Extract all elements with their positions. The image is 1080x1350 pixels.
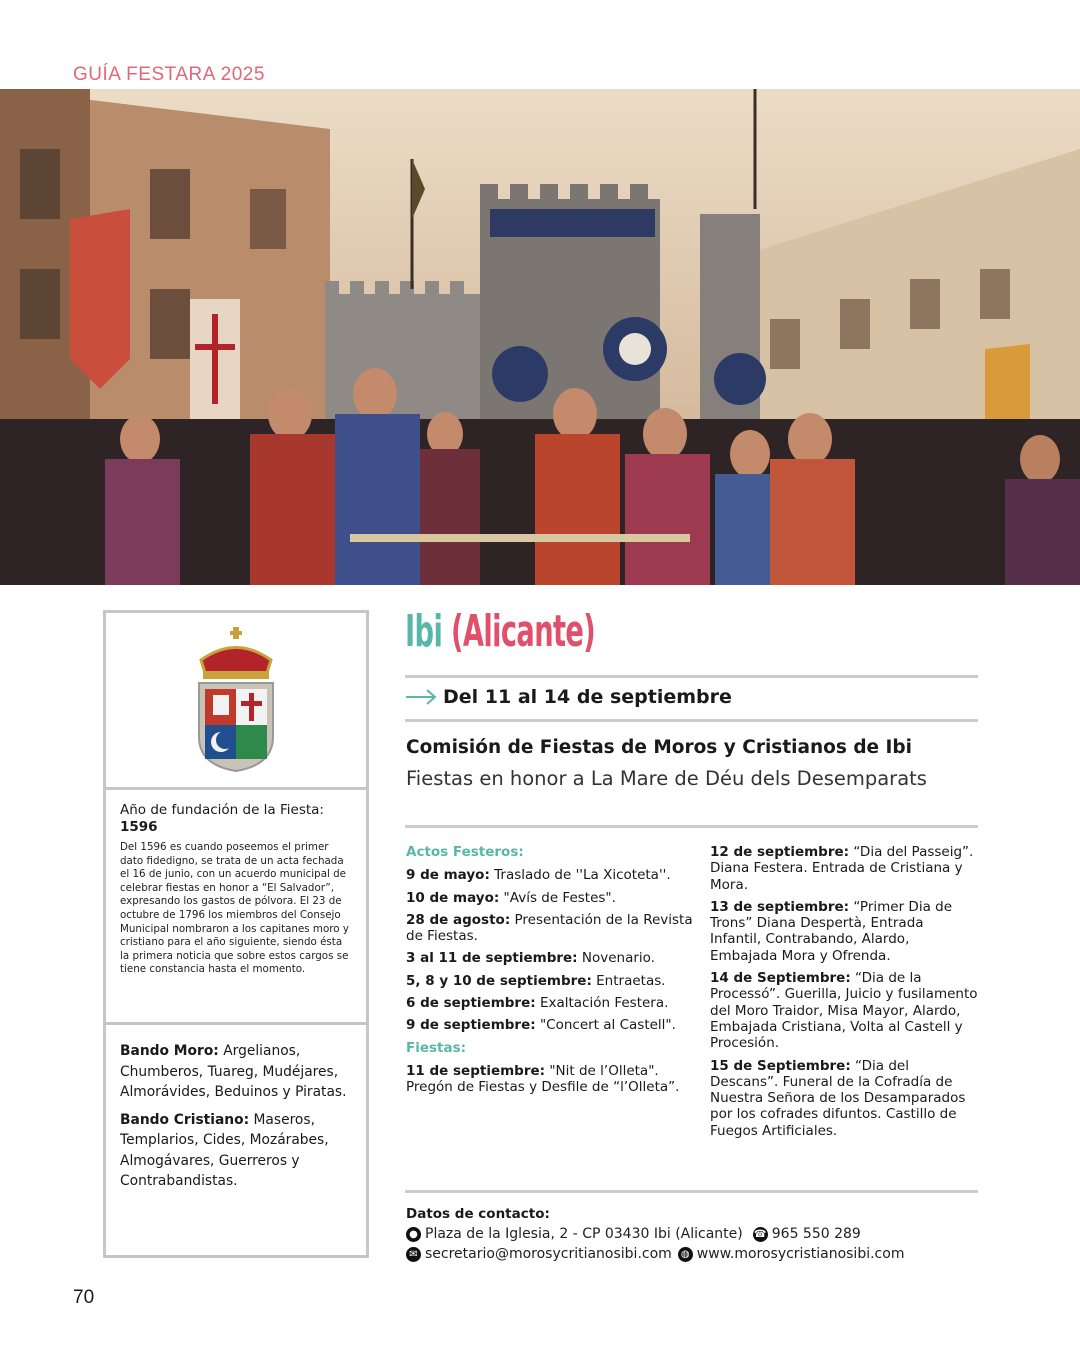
act-date: 28 de agosto: [406,911,511,928]
sidebar-box [103,610,369,1258]
contact-title: Datos de contacto: [406,1206,550,1222]
fiestas-label: Fiestas: [406,1039,467,1056]
bando-moro-label: Bando Moro: [120,1043,219,1059]
crest-area [106,613,366,790]
contact-address: Plaza de la Iglesia, 2 - CP 03430 Ibi (Alicante) [425,1226,743,1242]
town-crest-icon [191,625,281,775]
act-item [710,899,978,964]
email-icon: ✉ [406,1247,421,1262]
foundation-section [106,790,366,1025]
act-date: 12 de septiembre: [710,844,850,860]
title-province: (Alicante) [451,606,596,657]
bando-moro-text: Argelianos, Chumberos, Tuareg, Mudéjares, Almorávides, Beduinos y Piratas. [120,1043,347,1100]
contact-phone[interactable]: 965 550 289 [771,1226,861,1242]
act-text: “Dia del Descans”. Funeral de la Cofradía de Nuestra Señora de los Desamparados por los cofrades difuntos. Castillo de Fuegos Artificiales. [710,1057,966,1139]
globe-icon: ◍ [678,1247,693,1262]
act-text: “Dia del Passeig”. Diana Festera. Entrada de Cristiana y Mora. [710,844,974,893]
contact-web[interactable]: www.morosycristianosibi.com [696,1246,905,1262]
guide-header: GUÍA FESTARA 2025 [73,64,265,85]
act-item [710,970,978,1051]
act-item [406,890,696,906]
act-text: “Dia de la Processó”. Guerilla, Juicio y fusilamento del Moro Traidor, Misa Mayor, Alardo, Embajada Cristiana, Volta al Castell y Procesión. [710,970,978,1052]
page-title [405,606,595,657]
arrow-right-icon [405,689,437,705]
bando-moro [120,1041,352,1103]
act-text: Presentación de la Revista de Fiestas. [406,911,693,945]
act-date: 14 de Septiembre: [710,970,851,987]
title-city: Ibi [405,606,443,657]
bando-cristiano [120,1110,352,1192]
act-date: 13 de septiembre: [710,898,850,915]
hero-photo [0,89,1080,585]
foundation-text: Del 1596 es cuando poseemos el primer dato fidedigno, se trata de un acta fechada el 16 de junio, con un acuerdo municipal de celebrar fiestas en honor a “El Salvador”, expresando los gastos de pólvora. El 23 de octubre de 1796 los miembros del Consejo Municipal nombraron a los capitanes moro y cristiano para el año siguiente, siendo ésta la primera noticia que sobre estos cargos se tiene constancia hasta el momento. [120,841,349,976]
act-item [406,950,696,966]
act-text: Novenario. [581,950,655,967]
acts-left-column [406,844,696,1102]
actos-list [406,867,696,1033]
act-text: "Avís de Festes". [503,889,616,906]
act-item [710,1058,978,1139]
act-text: Traslado de ''La Xicoteta''. [494,867,671,884]
bando-cristiano-text: Maseros, Templarios, Cides, Mozárabes, Almogávares, Guerreros y Contrabandistas. [120,1111,329,1189]
divider [405,825,978,828]
act-date: 15 de Septiembre: [710,1057,851,1074]
act-item [406,995,696,1011]
page-number: 70 [73,1287,95,1308]
act-text: "Concert al Castell". [539,1017,676,1034]
act-text: Exaltación Festera. [539,995,669,1012]
act-item [406,1063,696,1096]
act-item [406,1017,696,1033]
act-text: Entraetas. [596,972,666,989]
foundation-year: 1596 [120,819,158,835]
divider [405,719,978,722]
divider [405,675,978,678]
divider [405,1190,978,1193]
act-date: 9 de mayo: [406,867,490,884]
location-pin-icon: ● [406,1227,421,1242]
actos-label: Actos Festeros: [406,844,524,860]
subtitle: Fiestas en honor a La Mare de Déu dels Desemparats [406,767,927,790]
phone-icon: ☎ [754,1228,767,1240]
act-date: 6 de septiembre: [406,995,536,1012]
act-item [406,973,696,989]
contact-line-2 [406,1246,904,1262]
fiestas-list-left [406,1063,696,1096]
foundation-title [120,802,352,836]
organizer: Comisión de Fiestas de Moros y Cristianos de Ibi [406,737,913,758]
acts-right-column [710,844,978,1145]
festival-dates: Del 11 al 14 de septiembre [443,686,732,708]
bando-cristiano-label: Bando Cristiano: [120,1111,250,1128]
hero-illustration [0,89,1080,585]
act-date: 5, 8 y 10 de septiembre: [406,972,592,989]
act-date: 3 al 11 de septiembre: [406,950,578,967]
foundation-label: Año de fundación de la Fiesta: [120,802,324,818]
act-item [406,912,696,945]
act-text: "Nit de l’Olleta". Pregón de Fiestas y Desfile de “l’Olleta”. [406,1062,680,1096]
act-item [406,867,696,883]
contact-email[interactable]: secretario@morosycritianosibi.com [425,1246,672,1262]
act-date: 10 de mayo: [406,889,500,906]
contact-line-1 [406,1226,861,1242]
act-date: 9 de septiembre: [406,1017,536,1034]
act-text: “Primer Dia de Trons” Diana Despertà, Entrada Infantil, Contrabando, Alardo, Embajada Mora y Ofrenda. [710,898,953,964]
bandos-section [106,1025,366,1192]
act-item [710,844,978,893]
dates-row [405,686,732,708]
fiestas-list-right [710,844,978,1139]
act-date: 11 de septiembre: [406,1062,546,1079]
